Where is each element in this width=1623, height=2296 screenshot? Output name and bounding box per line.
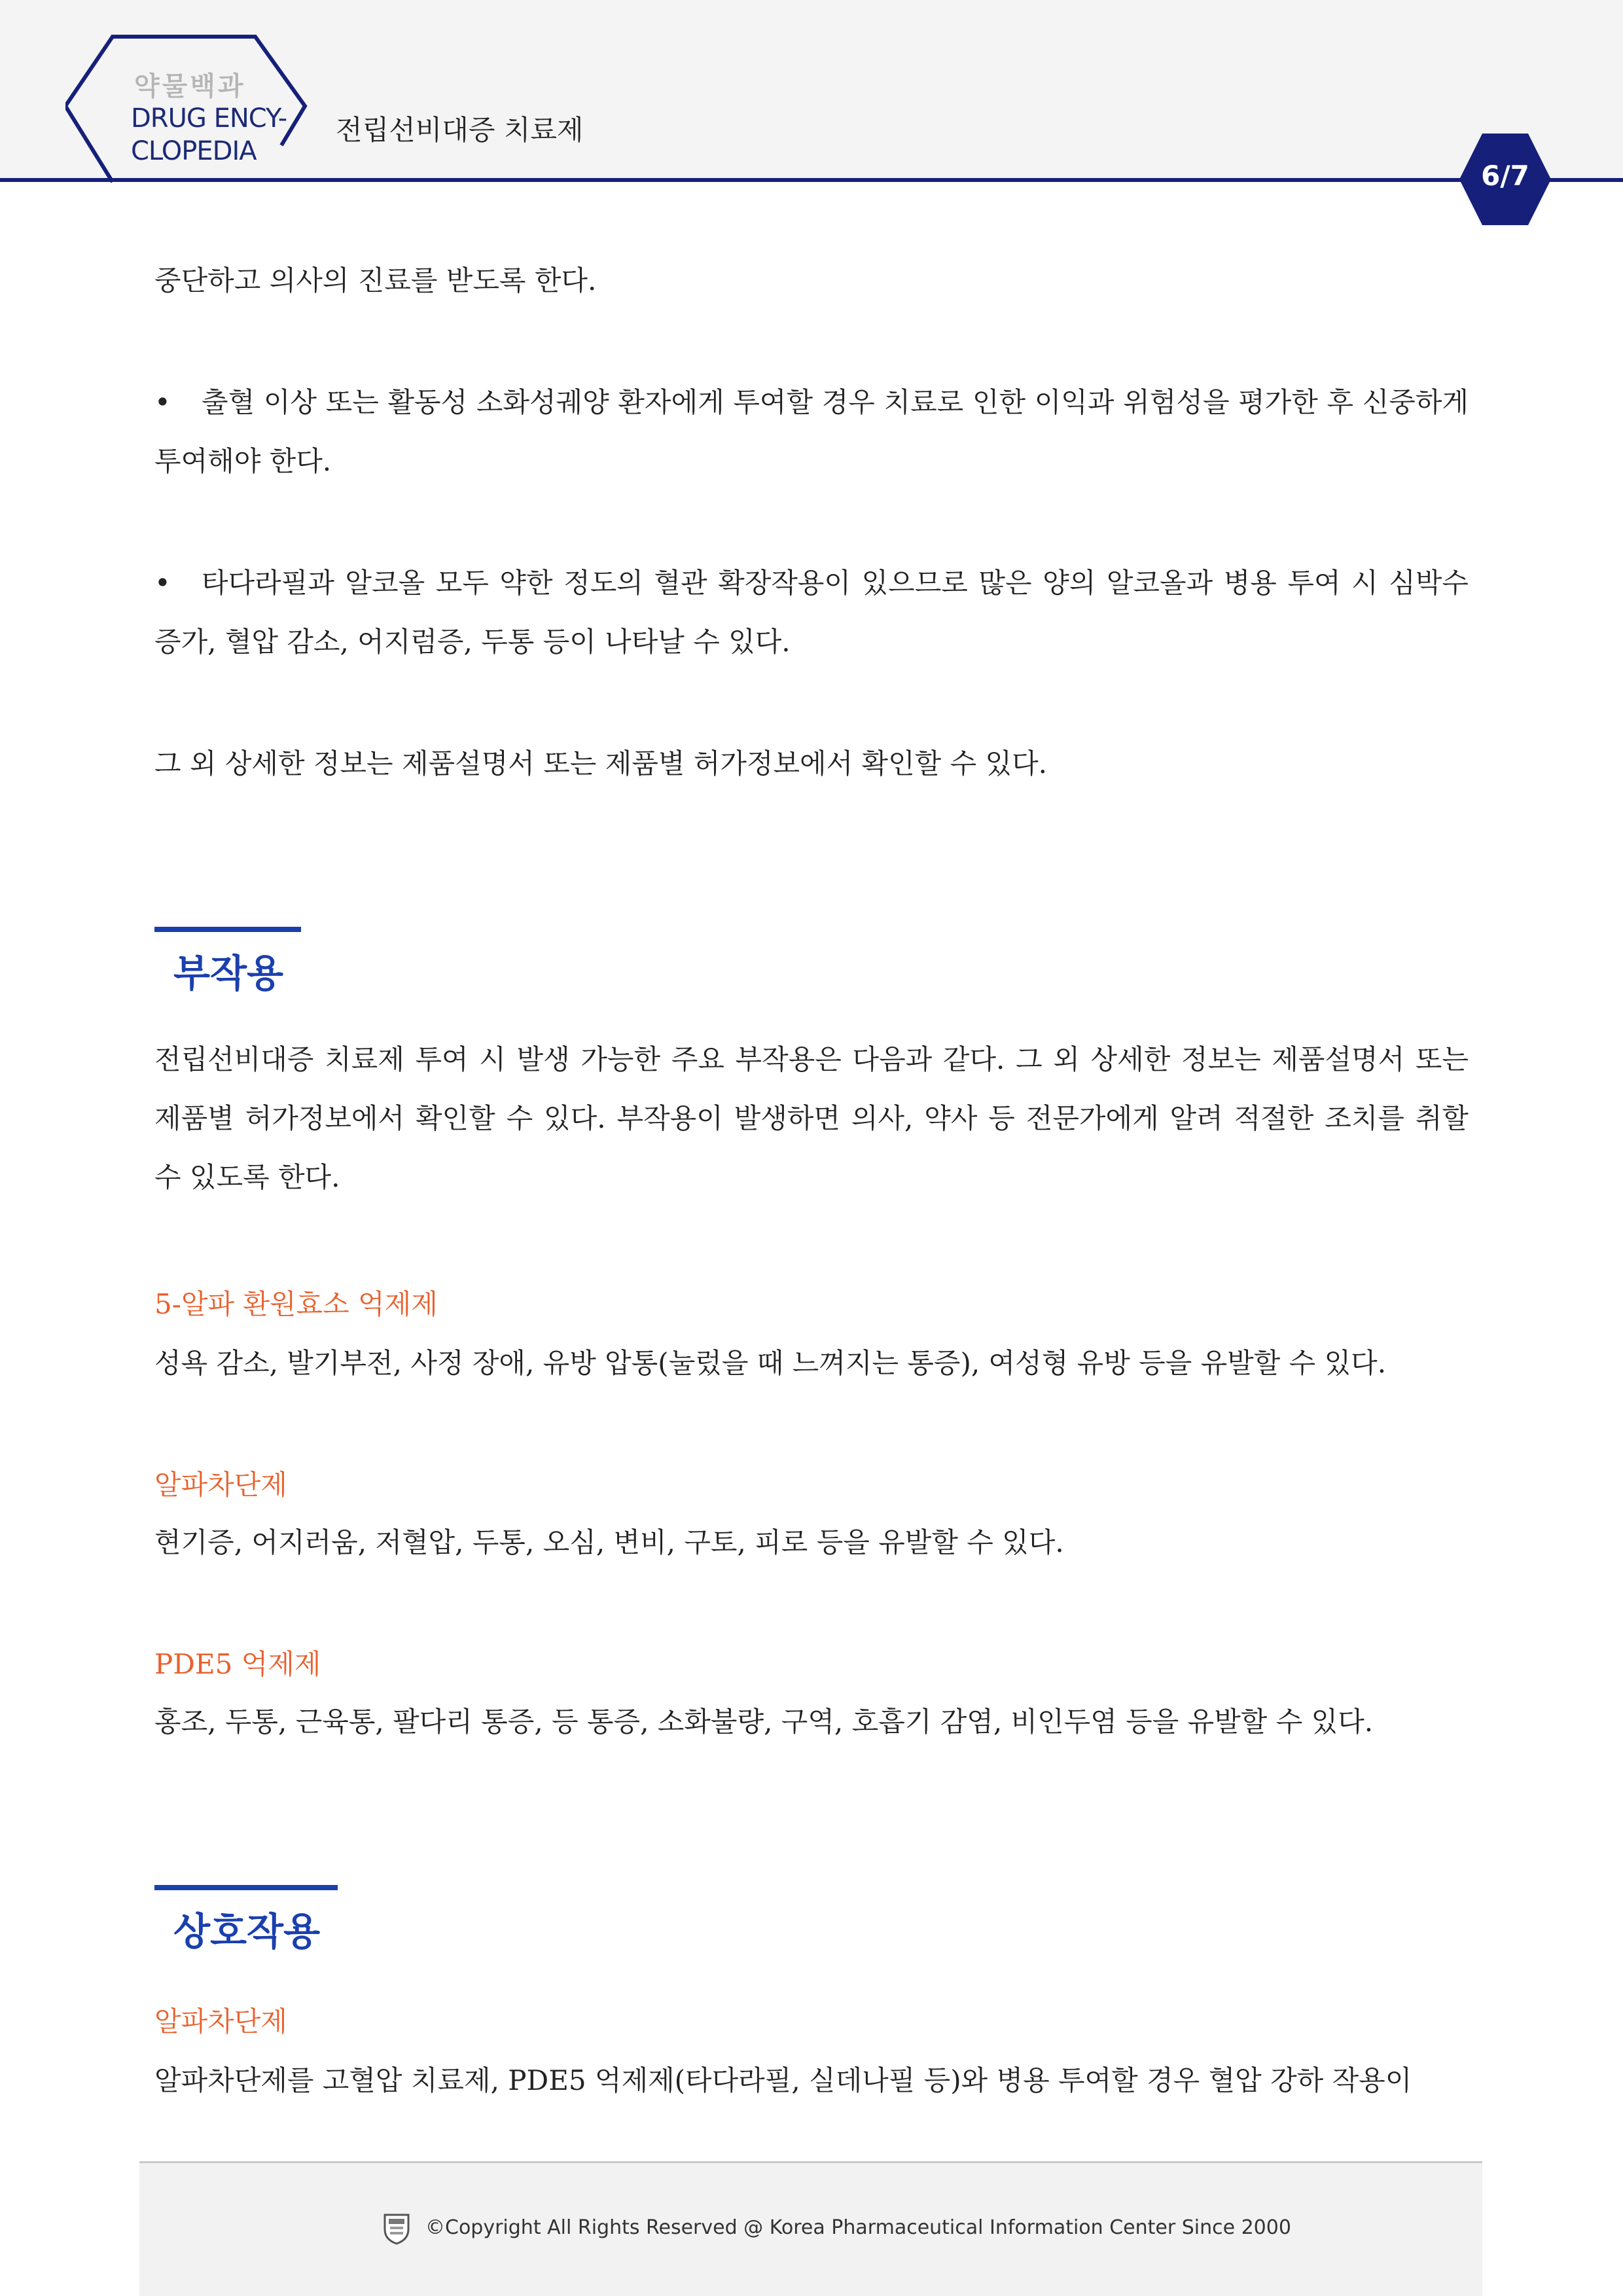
kpic-emblem-icon [382, 2212, 411, 2245]
brand-english-line1: DRUG ENCY- [131, 103, 287, 134]
bullet-mark: • [154, 567, 171, 599]
subhead-alpha-blocker: 알파차단제 [154, 1469, 287, 1501]
side-effects-5-alpha-text: 성욕 감소, 발기부전, 사정 장애, 유방 압통(눌렀을 때 느껴지는 통증), 여성형 유방 등을 유발할 수 있다. [154, 1347, 1387, 1379]
subhead-5-alpha-reductase: 5-알파 환원효소 억제제 [154, 1288, 438, 1320]
page-indicator: 6/7 [1481, 160, 1529, 192]
brand-english-line2: CLOPEDIA [131, 136, 257, 166]
footer-copyright: ©Copyright All Rights Reserved @ Korea Pharmaceutical Information Center Since 2000 [425, 2216, 1291, 2239]
bullet-text: 출혈 이상 또는 활동성 소화성궤양 환자에게 투여할 경우 치료로 인한 이익과 위험성을 평가한 후 신중하게 투여해야 한다. [154, 386, 1469, 477]
interaction-alpha-blocker-text: 알파차단제를 고혈압 치료제, PDE5 억제제(타다라필, 실데나필 등)와 병용 투여할 경우 혈압 강하 작용이 [154, 2064, 1412, 2096]
footer-rule [139, 2161, 1482, 2163]
bullet-paragraph-bleeding [154, 373, 1469, 491]
subhead-pde5-inhibitor: PDE5 억제제 [154, 1648, 321, 1680]
section-title-interactions: 상호작용 [173, 1909, 321, 1954]
document-title: 전립선비대증 치료제 [336, 114, 584, 146]
bullet-mark: • [154, 386, 171, 418]
side-effects-alpha-blocker-text: 현기증, 어지러움, 저혈압, 두통, 오심, 변비, 구토, 피로 등을 유발할 수 있다. [154, 1526, 1064, 1558]
bullet-paragraph-alcohol [154, 554, 1469, 672]
section-bar-interactions [154, 1885, 338, 1890]
paragraph-more-info: 그 외 상세한 정보는 제품설명서 또는 제품별 허가정보에서 확인할 수 있다. [154, 747, 1048, 780]
paragraph-continuation: 중단하고 의사의 진료를 받도록 한다. [154, 264, 597, 296]
bullet-text: 타다라필과 알코올 모두 약한 정도의 혈관 확장작용이 있으므로 많은 양의 알코올과 병용 투여 시 심박수 증가, 혈압 감소, 어지럼증, 두통 등이 나타날 수 있다. [154, 567, 1469, 658]
brand-korean-name: 약물백과 [134, 71, 246, 101]
section-title-side-effects: 부작용 [173, 951, 284, 996]
section-bar-side-effects [154, 927, 301, 932]
side-effects-intro: 전립선비대증 치료제 투여 시 발생 가능한 주요 부작용은 다음과 같다. 그 외 상세한 정보는 제품설명서 또는 제품별 허가정보에서 확인할 수 있다. 부작용이 발생하면 의사, 약사 등 전문가에게 알려 적절한 조치를 취할 수 있도록 한다. [154, 1043, 1469, 1193]
subhead-interaction-alpha-blocker: 알파차단제 [154, 2005, 287, 2037]
side-effects-pde5-text: 홍조, 두통, 근육통, 팔다리 통증, 등 통증, 소화불량, 구역, 호흡기 감염, 비인두염 등을 유발할 수 있다. [154, 1706, 1374, 1738]
